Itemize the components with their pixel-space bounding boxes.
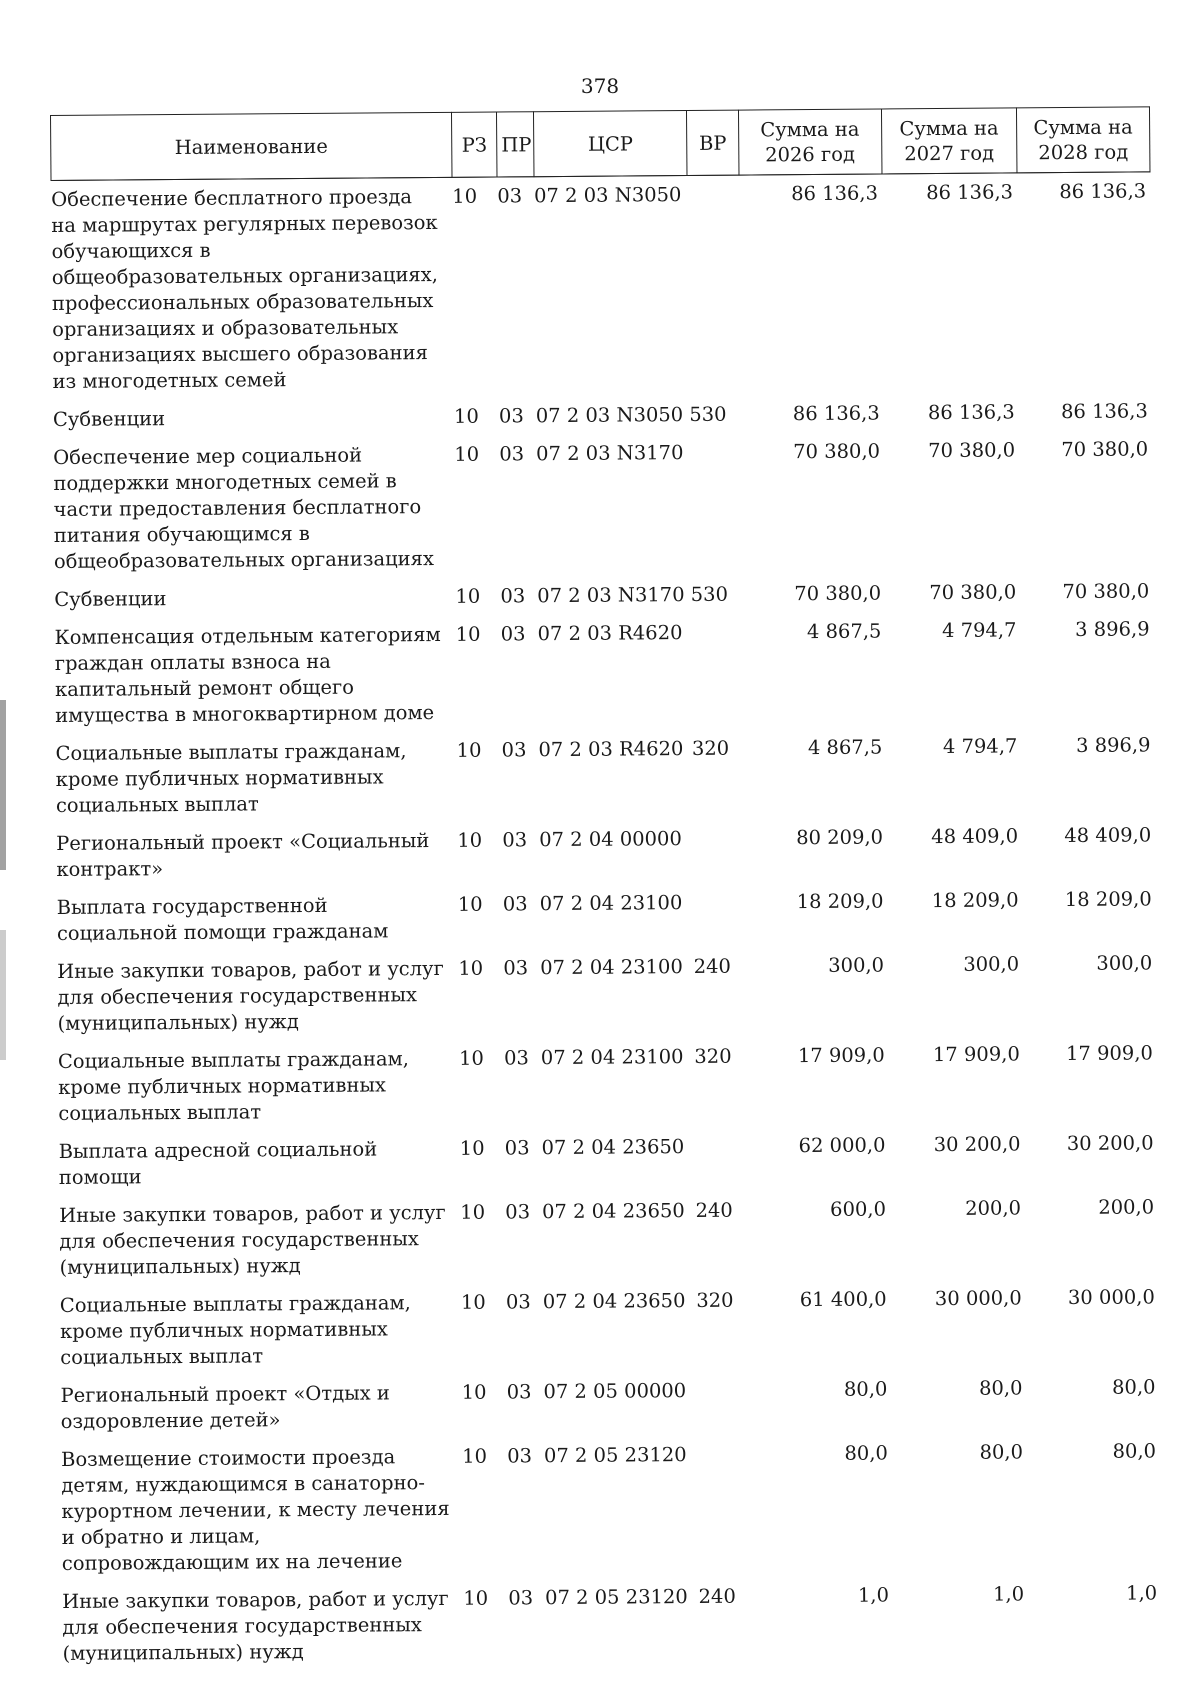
row-rz: 10 (455, 584, 481, 608)
row-vr (687, 175, 740, 396)
row-pr: 03 (503, 1046, 529, 1070)
row-sum-2026: 70 380,0 (793, 439, 881, 464)
table-row (55, 726, 1155, 825)
row-name: Социальные выплаты гражданам, кроме публичных нормативных социальных выплат (55, 739, 407, 817)
row-rz: 10 (457, 892, 483, 916)
row-sum-2028: 18 209,0 (1064, 887, 1152, 912)
row-sum-2026: 300,0 (828, 953, 885, 977)
row-sum-2026: 1,0 (857, 1583, 890, 1607)
row-sum-2028: 200,0 (1098, 1195, 1155, 1219)
row-rz: 10 (460, 1200, 486, 1224)
row-rz: 10 (457, 828, 483, 852)
row-name: Иные закупки товаров, работ и услуг для обеспечения государственных (муниципальных) нужд (59, 1200, 446, 1279)
row-csr: 07 2 04 00000 (539, 827, 682, 852)
row-name: Субвенции (52, 407, 166, 431)
row-sum-2027: 30 200,0 (933, 1132, 1021, 1157)
row-sum-2026: 80 209,0 (796, 825, 884, 850)
row-sum-2027: 1,0 (992, 1582, 1025, 1606)
row-name: Субвенции (54, 587, 167, 611)
row-csr: 07 2 04 23100 (539, 891, 683, 916)
row-sum-2028: 3 896,9 (1075, 617, 1150, 641)
header-vr: ВР (687, 110, 739, 175)
row-name: Иные закупки товаров, работ и услуг для обеспечения государственных (муниципальных) нужд (57, 956, 444, 1035)
table-row (60, 1278, 1160, 1377)
row-sum-2026: 18 209,0 (796, 889, 884, 914)
scan-edge-mark (0, 930, 6, 1060)
table-row (61, 1432, 1161, 1583)
row-sum-2027: 200,0 (965, 1196, 1022, 1220)
row-vr (691, 614, 743, 730)
row-sum-2027: 86 136,3 (926, 180, 1014, 205)
row-name: Региональный проект «Отдых и оздоровление детей» (60, 1381, 390, 1433)
row-csr: 07 2 03 N3170 (536, 441, 684, 466)
row-csr: 07 2 04 23650 (541, 1199, 685, 1224)
row-rz: 10 (459, 1136, 485, 1160)
table-row (57, 880, 1156, 953)
row-vr (693, 884, 745, 948)
row-sum-2027: 17 909,0 (932, 1042, 1020, 1067)
table-row (53, 430, 1153, 581)
row-sum-2028: 80,0 (1112, 1439, 1157, 1463)
row-csr: 07 2 03 R4620 (538, 737, 684, 762)
row-vr: 320 (691, 736, 730, 760)
row-sum-2026: 80,0 (844, 1441, 888, 1465)
row-sum-2027: 30 000,0 (934, 1286, 1022, 1311)
header-sum-2028: Сумма на 2028 год (1016, 107, 1150, 173)
row-name: Обеспечение мер социальной поддержки многодетных семей в части предоставления бесплатного питания обучающимся в общеобразовательных организациях (53, 443, 435, 573)
row-sum-2027: 48 409,0 (931, 824, 1019, 849)
row-rz: 10 (462, 1444, 488, 1468)
table-row (62, 1574, 1162, 1673)
header-sum-2026: Сумма на 2026 год (738, 109, 882, 175)
row-name: Региональный проект «Социальный контракт» (56, 829, 430, 881)
row-pr: 03 (501, 738, 527, 762)
row-sum-2028: 70 380,0 (1062, 579, 1150, 604)
row-sum-2028: 80,0 (1112, 1375, 1156, 1399)
row-sum-2027: 80,0 (978, 1376, 1023, 1400)
row-pr: 03 (498, 404, 524, 428)
table-row (59, 1188, 1159, 1287)
row-csr: 07 2 05 00000 (543, 1379, 687, 1404)
row-name: Социальные выплаты гражданам, кроме публичных нормативных социальных выплат (59, 1291, 411, 1369)
row-csr: 07 2 04 23100 (540, 1045, 684, 1070)
row-name: Компенсация отдельным категориям граждан оплаты взноса на капитальный ремонт общего имущества в многоквартирном доме (54, 622, 441, 727)
header-csr: ЦСР (533, 110, 687, 176)
table-body (51, 172, 1162, 1673)
row-pr: 03 (502, 892, 528, 916)
row-sum-2027: 86 136,3 (927, 400, 1015, 425)
row-pr: 03 (497, 184, 523, 208)
row-rz: 10 (452, 184, 478, 208)
table-row (51, 172, 1152, 401)
row-sum-2026: 86 136,3 (791, 181, 879, 206)
row-vr: 240 (698, 1584, 736, 1608)
row-name: Выплата адресной социальной помощи (58, 1137, 378, 1189)
row-name: Обеспечение бесплатного проезда на маршрутах регулярных перевозок обучающихся в общеобразовательных организациях, профессиональных образовательных организациях и образовательных организациях высшего образования из многодетных семей (51, 185, 438, 393)
row-sum-2028: 1,0 (1126, 1581, 1158, 1605)
row-pr: 03 (500, 622, 526, 646)
row-vr (689, 434, 741, 576)
row-pr: 03 (504, 1136, 530, 1160)
row-sum-2026: 4 867,5 (807, 735, 883, 760)
row-name: Социальные выплаты гражданам, кроме публичных нормативных социальных выплат (57, 1047, 409, 1125)
row-vr: 530 (690, 582, 729, 606)
row-csr: 07 2 05 23120 (545, 1585, 688, 1610)
row-vr: 240 (693, 954, 731, 978)
row-vr: 320 (696, 1288, 734, 1312)
row-rz: 10 (455, 622, 481, 646)
row-sum-2027: 18 209,0 (931, 888, 1019, 913)
row-csr: 07 2 05 23120 (543, 1443, 687, 1468)
table-row (58, 1124, 1157, 1197)
row-pr: 03 (505, 1200, 531, 1224)
header-name: Наименование (51, 112, 453, 180)
table-row (58, 1034, 1158, 1133)
header-sum-2027: Сумма на 2027 год (881, 108, 1017, 174)
row-sum-2026: 62 000,0 (798, 1133, 886, 1158)
row-csr: 07 2 03 R4620 (537, 621, 683, 646)
row-pr: 03 (502, 828, 528, 852)
row-sum-2026: 61 400,0 (799, 1287, 887, 1312)
row-sum-2026: 70 380,0 (794, 581, 882, 606)
page-number: 378 (580, 74, 620, 98)
row-sum-2028: 3 896,9 (1075, 733, 1151, 757)
row-sum-2028: 30 200,0 (1066, 1131, 1154, 1156)
row-vr: 320 (694, 1044, 732, 1068)
row-pr: 03 (503, 956, 529, 980)
row-sum-2026: 600,0 (830, 1197, 887, 1221)
header-pr: ПР (497, 112, 534, 177)
row-sum-2028: 86 136,3 (1060, 399, 1148, 424)
row-rz: 10 (460, 1290, 486, 1314)
row-sum-2026: 86 136,3 (792, 401, 880, 426)
row-name: Иные закупки товаров, работ и услуг для обеспечения государственных (муниципальных) нужд (62, 1586, 449, 1665)
row-sum-2028: 48 409,0 (1064, 823, 1152, 848)
row-sum-2028: 70 380,0 (1061, 437, 1149, 462)
row-sum-2027: 4 794,7 (941, 618, 1017, 643)
table-row (56, 816, 1155, 889)
header-rz: РЗ (452, 112, 498, 177)
row-rz: 10 (458, 956, 484, 980)
row-pr: 03 (505, 1290, 531, 1314)
row-csr: 07 2 03 N3170 (537, 583, 685, 608)
row-name: Выплата государственной социальной помощи гражданам (56, 893, 389, 945)
row-vr (695, 1128, 747, 1192)
row-sum-2027: 70 380,0 (929, 580, 1017, 605)
row-pr: 03 (508, 1586, 534, 1610)
scan-edge-mark (0, 700, 6, 870)
row-sum-2028: 17 909,0 (1065, 1041, 1153, 1066)
row-vr: 240 (695, 1198, 733, 1222)
row-csr: 07 2 04 23650 (542, 1289, 686, 1314)
row-sum-2027: 80,0 (979, 1440, 1024, 1464)
row-rz: 10 (463, 1586, 489, 1610)
row-sum-2026: 4 867,5 (806, 619, 882, 644)
budget-table (50, 106, 1162, 1673)
row-vr (697, 1436, 749, 1578)
row-name: Возмещение стоимости проезда детям, нуждающимся в санаторно-курортном лечении, к месту лечения и обратно и лицам, сопровождающим их на лечение (60, 1445, 450, 1575)
table-row (60, 1368, 1159, 1441)
row-sum-2026: 17 909,0 (797, 1043, 885, 1068)
row-csr: 07 2 04 23650 (541, 1135, 685, 1160)
row-rz: 10 (458, 1046, 484, 1070)
row-csr: 07 2 04 23100 (540, 955, 683, 980)
row-pr: 03 (506, 1380, 532, 1404)
row-sum-2027: 70 380,0 (928, 438, 1016, 463)
table-header-row (51, 107, 1150, 181)
row-rz: 10 (461, 1380, 487, 1404)
row-rz: 10 (454, 442, 480, 466)
row-csr: 07 2 03 N3050 (534, 183, 682, 208)
row-pr: 03 (500, 584, 526, 608)
row-csr: 07 2 03 N3050 (535, 403, 684, 428)
row-vr: 530 (689, 402, 727, 426)
table-row (57, 944, 1157, 1043)
row-rz: 10 (453, 404, 479, 428)
row-rz: 10 (456, 738, 482, 762)
table-row (54, 610, 1154, 735)
row-sum-2027: 4 794,7 (942, 734, 1018, 759)
row-pr: 03 (507, 1444, 533, 1468)
row-sum-2028: 86 136,3 (1059, 179, 1147, 204)
row-sum-2028: 300,0 (1096, 951, 1153, 975)
budget-sheet (50, 106, 1162, 1673)
row-sum-2028: 30 000,0 (1067, 1285, 1155, 1310)
row-sum-2027: 300,0 (963, 952, 1020, 976)
row-vr (697, 1372, 749, 1436)
row-vr (692, 820, 744, 884)
row-pr: 03 (499, 442, 525, 466)
row-sum-2026: 80,0 (843, 1377, 888, 1401)
